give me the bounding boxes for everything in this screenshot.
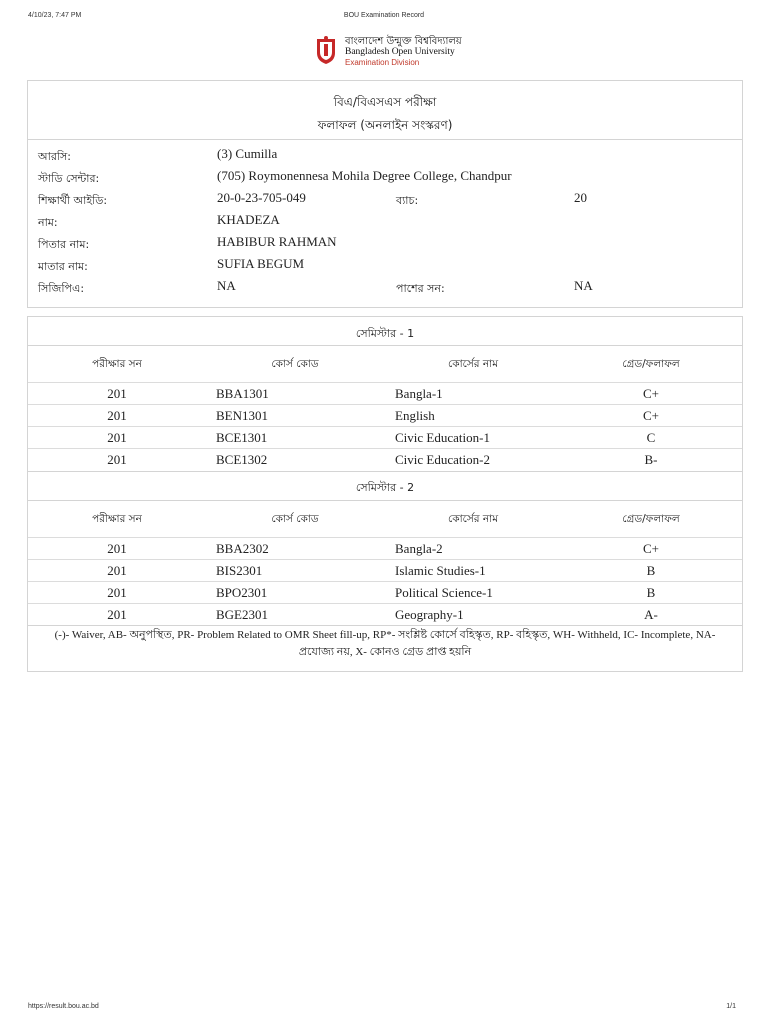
mother-name-value: SUFIA BEGUM — [217, 256, 305, 271]
student-info-box — [27, 80, 743, 308]
course-name-cell: Geography-1 — [395, 607, 464, 622]
name-value: KHADEZA — [217, 212, 280, 227]
table-row — [28, 448, 742, 471]
info-row-study-center — [28, 166, 742, 188]
header-course-name: কোর্সের নাম — [447, 513, 499, 525]
info-row-father — [28, 232, 742, 254]
header-grade: গ্রেড/ফলাফল — [622, 513, 680, 525]
university-emblem-icon — [315, 35, 337, 65]
course-name-cell: Civic Education-1 — [395, 430, 490, 445]
table-row — [28, 559, 742, 582]
print-datetime: 4/10/23, 7:47 PM — [28, 12, 82, 19]
table-row — [28, 404, 742, 427]
course-code-cell: BCE1301 — [216, 430, 268, 445]
semester-1-title: সেমিস্টার - 1 — [355, 327, 415, 340]
exam-year-cell: 201 — [107, 386, 127, 401]
study-center-label: স্টাডি সেন্টার: — [38, 172, 100, 185]
grade-cell: C+ — [642, 386, 659, 401]
course-code-cell: BIS2301 — [216, 563, 263, 578]
grade-cell: B- — [644, 452, 658, 467]
course-code-cell: BPO2301 — [216, 585, 268, 600]
father-name-label: পিতার নাম: — [38, 238, 90, 251]
cgpa-value: NA — [217, 278, 236, 293]
university-logo — [315, 33, 475, 69]
grade-cell: B — [646, 585, 656, 600]
course-name-cell: Bangla-2 — [395, 541, 443, 556]
divider — [28, 625, 742, 626]
header-exam-year: পরীক্ষার সন — [92, 513, 142, 525]
pass-year-label: পাশের সন: — [396, 282, 445, 295]
table-row — [28, 581, 742, 604]
info-row-mother — [28, 254, 742, 276]
exam-year-cell: 201 — [107, 452, 127, 467]
divider — [28, 471, 742, 472]
study-center-value: (705) Roymonennesa Mohila Degree College, Chandpur — [217, 168, 512, 183]
grade-cell: C+ — [642, 408, 659, 423]
header-course-code: কোর্স কোড — [271, 358, 319, 370]
info-row-student-id — [28, 188, 742, 210]
mother-name-label: মাতার নাম: — [38, 260, 88, 273]
grade-cell: C+ — [642, 541, 659, 556]
course-name-cell: Civic Education-2 — [395, 452, 490, 467]
print-title: BOU Examination Record — [343, 12, 425, 19]
divider — [28, 500, 742, 501]
header-grade: গ্রেড/ফলাফল — [622, 358, 680, 370]
semester-2-title: সেমিস্টার - 2 — [355, 481, 415, 494]
course-code-cell: BBA2302 — [216, 541, 269, 556]
print-url: https://result.bou.ac.bd — [28, 1003, 99, 1010]
course-code-cell: BGE2301 — [216, 607, 268, 622]
grade-cell: A- — [644, 607, 658, 622]
exam-year-cell: 201 — [107, 607, 127, 622]
print-page-number: 1/1 — [726, 1003, 736, 1010]
name-label: নাম: — [38, 216, 58, 229]
exam-year-cell: 201 — [107, 408, 127, 423]
exam-title: বিএ/বিএসএস পরীক্ষা — [333, 95, 437, 109]
course-code-cell: BBA1301 — [216, 386, 269, 401]
cgpa-label: সিজিপিএ: — [38, 282, 85, 295]
grade-legend-note: (-)- Waiver, AB- অনুপস্থিত, PR- Problem Related to OMR Sheet fill-up, RP*- সংশ্লিষ্ট কোর্সে বহিস্কৃত, RP- বহিস্কৃত, WH- Withheld, IC- Incomplete, NA- প্রযোজ্য নয়, X- কোনও গ্রেড প্রাপ্ত হয়নি — [54, 629, 716, 658]
divider — [28, 139, 742, 140]
header-exam-year: পরীক্ষার সন — [92, 358, 142, 370]
header-course-code: কোর্স কোড — [271, 513, 319, 525]
results-box — [27, 316, 743, 672]
exam-year-cell: 201 — [107, 541, 127, 556]
division-name: Examination Division — [345, 58, 420, 67]
info-row-rc — [28, 144, 742, 166]
student-id-value: 20-0-23-705-049 — [217, 190, 306, 205]
course-name-cell: Bangla-1 — [395, 386, 443, 401]
father-name-value: HABIBUR RAHMAN — [217, 234, 337, 249]
course-code-cell: BCE1302 — [216, 452, 268, 467]
course-name-cell: Islamic Studies-1 — [395, 563, 486, 578]
exam-subtitle: ফলাফল (অনলাইন সংস্করণ) — [317, 118, 453, 132]
table-row — [28, 382, 742, 405]
rc-value: (3) Cumilla — [217, 146, 278, 161]
table-row — [28, 603, 742, 626]
info-row-cgpa — [28, 276, 742, 298]
exam-year-cell: 201 — [107, 585, 127, 600]
course-code-cell: BEN1301 — [216, 408, 268, 423]
batch-value: 20 — [574, 190, 587, 205]
table-row — [28, 426, 742, 449]
student-id-label: শিক্ষার্থী আইডি: — [38, 194, 108, 207]
divider — [28, 345, 742, 346]
grade-cell: C — [646, 430, 656, 445]
info-row-name — [28, 210, 742, 232]
university-name-bn: বাংলাদেশ উন্মুক্ত বিশ্ববিদ্যালয় — [345, 36, 462, 47]
rc-label: আরসি: — [38, 150, 72, 163]
exam-year-cell: 201 — [107, 430, 127, 445]
table-row — [28, 537, 742, 560]
course-name-cell: Political Science-1 — [395, 585, 493, 600]
batch-label: ব্যাচ: — [396, 194, 419, 207]
university-name-en: Bangladesh Open University — [345, 47, 455, 57]
exam-year-cell: 201 — [107, 563, 127, 578]
header-course-name: কোর্সের নাম — [447, 358, 499, 370]
course-name-cell: English — [395, 408, 435, 423]
grade-cell: B — [646, 563, 656, 578]
pass-year-value: NA — [574, 278, 593, 293]
